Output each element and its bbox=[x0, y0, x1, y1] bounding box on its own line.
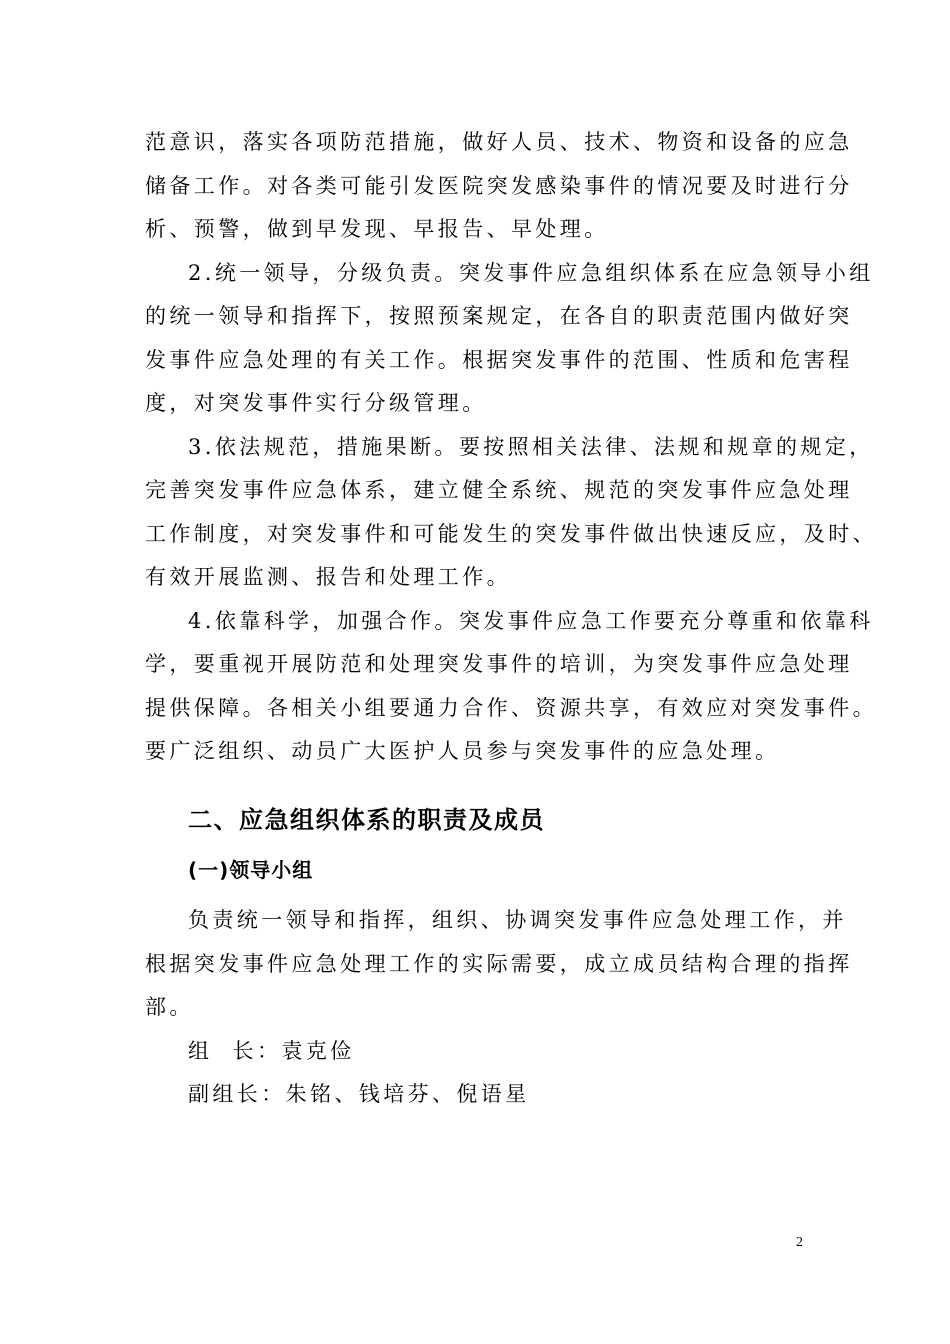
text-line: 度，对突发事件实行分级管理。 bbox=[145, 391, 487, 415]
member-line-deputy: 副组长：朱铭、钱培芬、倪语星 bbox=[188, 1082, 530, 1106]
text-line: 提供保障。各相关小组要通力合作、资源共享，有效应对突发事件。 bbox=[145, 696, 877, 720]
text-line: 有效开展监测、报告和处理工作。 bbox=[145, 565, 511, 589]
text-line: 发事件应急处理的有关工作。根据突发事件的范围、性质和危害程 bbox=[145, 348, 853, 372]
text-line: 范意识，落实各项防范措施，做好人员、技术、物资和设备的应急 bbox=[145, 130, 853, 154]
section-heading: 二、应急组织体系的职责及成员 bbox=[188, 806, 545, 834]
text-line: 4.依靠科学，加强合作。突发事件应急工作要充分尊重和依靠科 bbox=[188, 609, 874, 633]
text-line: 负责统一领导和指挥，组织、协调突发事件应急处理工作，并 bbox=[188, 908, 847, 932]
text-line: 要广泛组织、动员广大医护人员参与突发事件的应急处理。 bbox=[145, 739, 780, 763]
text-line: 完善突发事件应急体系，建立健全系统、规范的突发事件应急处理 bbox=[145, 478, 853, 502]
text-line: 工作制度，对突发事件和可能发生的突发事件做出快速反应，及时、 bbox=[145, 522, 877, 546]
text-line: 析、预警，做到早发现、早报告、早处理。 bbox=[145, 217, 609, 241]
text-line: 3.依法规范，措施果断。要按照相关法律、法规和规章的规定， bbox=[188, 435, 874, 459]
page-number: 2 bbox=[796, 1235, 803, 1250]
text-line: 储备工作。对各类可能引发医院突发感染事件的情况要及时进行分 bbox=[145, 174, 853, 198]
text-line: 根据突发事件应急处理工作的实际需要，成立成员结构合理的指挥 bbox=[145, 952, 853, 976]
text-line: 2.统一领导，分级负责。突发事件应急组织体系在应急领导小组 bbox=[188, 261, 874, 285]
text-line: 的统一领导和指挥下，按照预案规定，在各自的职责范围内做好突 bbox=[145, 304, 853, 328]
text-line: 学，要重视开展防范和处理突发事件的培训，为突发事件应急处理 bbox=[145, 652, 853, 676]
member-line-leader: 组 长：袁克俭 bbox=[188, 1039, 355, 1063]
subsection-heading: (一)领导小组 bbox=[188, 858, 314, 882]
text-line: 部。 bbox=[145, 995, 194, 1019]
